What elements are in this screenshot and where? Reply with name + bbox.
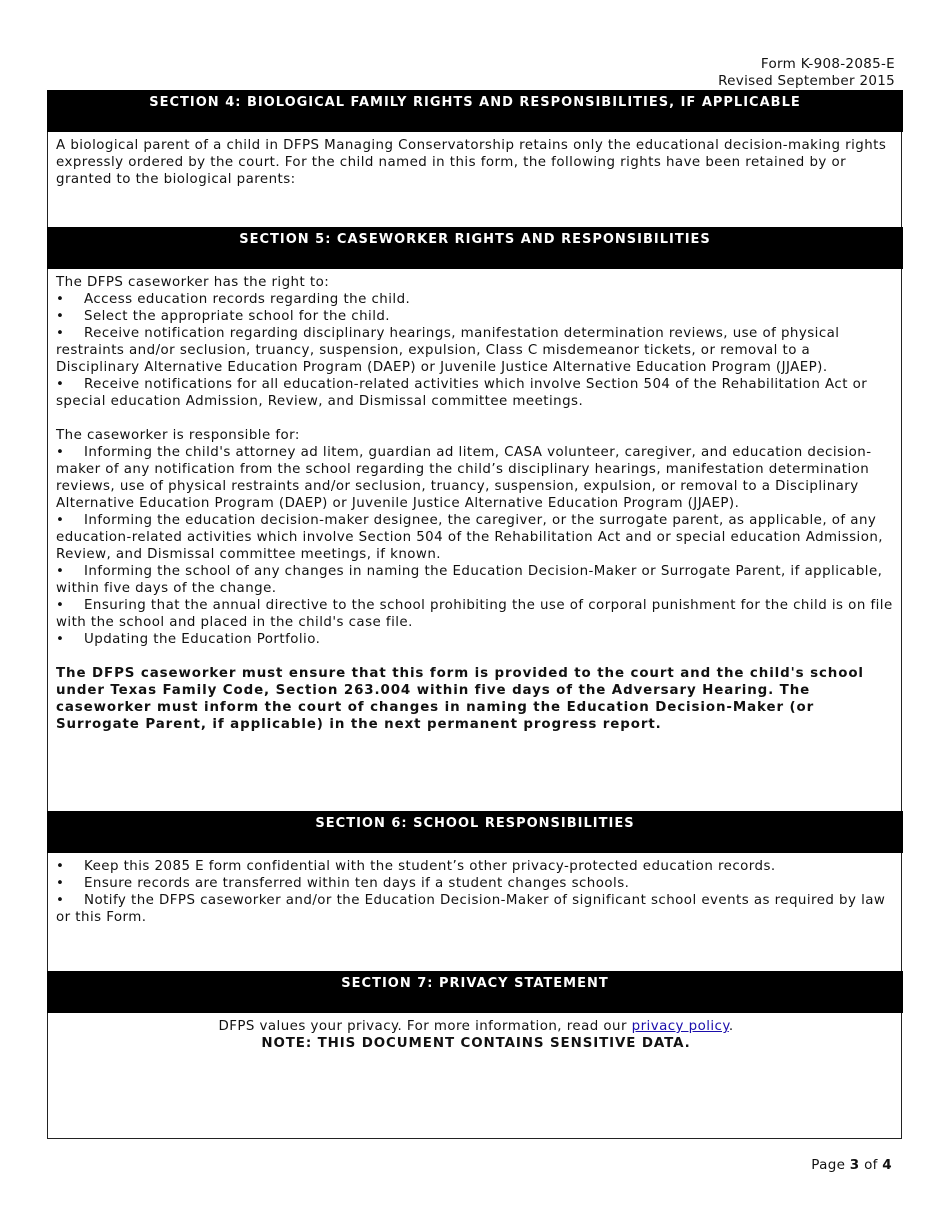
privacy-policy-link[interactable]: privacy policy — [631, 1019, 729, 1034]
section5-title: SECTION 5: CASEWORKER RIGHTS AND RESPONSIBILITIES — [239, 232, 711, 247]
section4-text: A biological parent of a child in DFPS Managing Conservatorship retains only the educational decision-making rights expressly ordered by the court. For the child named in this form, the following rights have been retained by or granted to the biological parents: — [56, 138, 887, 187]
current-page: 3 — [849, 1157, 860, 1173]
section4-title: SECTION 4: BIOLOGICAL FAMILY RIGHTS AND RESPONSIBILITIES, IF APPLICABLE — [149, 95, 801, 110]
responsibility-item: • Updating the Education Portfolio. — [56, 632, 321, 647]
bullet-icon: • — [56, 859, 65, 874]
bullet-icon: • — [56, 309, 65, 324]
section4-body — [56, 137, 896, 188]
responsibility-item: • Informing the education decision-maker designee, the caregiver, or the surrogate parent, as applicable, of any education-related activities which involve Section 504 of the Rehabilitation Act and or special education Admission, Review, and Dismissal committee meetings, if known. — [56, 513, 883, 562]
bullet-icon: • — [56, 326, 65, 341]
bullet-icon: • — [56, 893, 65, 908]
section6-title: SECTION 6: SCHOOL RESPONSIBILITIES — [315, 816, 635, 831]
spacer — [56, 648, 896, 665]
school-item: • Ensure records are transferred within ten days if a student changes schools. — [56, 876, 630, 891]
spacer — [56, 410, 896, 427]
section5-body — [56, 274, 896, 733]
rights-item: • Receive notification regarding disciplinary hearings, manifestation determination reviews, use of physical restraints and/or seclusion, truancy, suspension, expulsion, Class C misdemeanor tickets, or removal to a Disciplinary Alternative Education Program (DAEP) or Juvenile Justice Alternative Education Program (JJAEP). — [56, 326, 840, 375]
privacy-text: DFPS values your privacy. For more information, read our privacy policy. — [218, 1019, 734, 1034]
rights-intro: The DFPS caseworker has the right to: — [56, 275, 330, 290]
section4-header — [47, 90, 903, 132]
caseworker-notice: The DFPS caseworker must ensure that this form is provided to the court and the child's school under Texas Family Code, Section 263.004 within five days of the Adversary Hearing. The caseworker must inform the court of changes in naming the Education Decision-Maker (or Surrogate Parent, if applicable) in the next permanent progress report. — [56, 666, 864, 732]
responsibility-item: • Ensuring that the annual directive to the school prohibiting the use of corporal punishment for the child is on file with the school and placed in the child's case file. — [56, 598, 893, 630]
form-number: Form K-908-2085-E — [760, 56, 895, 72]
section6-header — [47, 811, 903, 853]
bullet-icon: • — [56, 598, 65, 613]
bullet-icon: • — [56, 632, 65, 647]
bullet-icon: • — [56, 292, 65, 307]
page-number: Page 3 of 4 — [811, 1157, 892, 1173]
responsibility-item: • Informing the school of any changes in naming the Education Decision-Maker or Surrogate Parent, if applicable, within five days of the change. — [56, 564, 883, 596]
responsibilities-intro: The caseworker is responsible for: — [56, 428, 300, 443]
section6-body — [56, 858, 896, 926]
section7-title: SECTION 7: PRIVACY STATEMENT — [341, 976, 609, 991]
rights-item: • Access education records regarding the child. — [56, 292, 411, 307]
rights-item: • Receive notifications for all education-related activities which involve Section 504 of the Rehabilitation Act or special education Admission, Review, and Dismissal committee meetings. — [56, 377, 868, 409]
section7-body — [56, 1018, 896, 1052]
rights-item: • Select the appropriate school for the child. — [56, 309, 391, 324]
sensitive-data-note: NOTE: THIS DOCUMENT CONTAINS SENSITIVE DATA. — [261, 1036, 691, 1051]
section5-header — [47, 227, 903, 269]
bullet-icon: • — [56, 564, 65, 579]
school-item: • Notify the DFPS caseworker and/or the Education Decision-Maker of significant school events as required by law or this Form. — [56, 893, 886, 925]
bullet-icon: • — [56, 513, 65, 528]
bullet-icon: • — [56, 876, 65, 891]
bullet-icon: • — [56, 377, 65, 392]
total-pages: 4 — [882, 1157, 892, 1173]
school-item: • Keep this 2085 E form confidential with the student’s other privacy-protected education records. — [56, 859, 776, 874]
responsibility-item: • Informing the child's attorney ad litem, guardian ad litem, CASA volunteer, caregiver, and education decision-maker of any notification from the school regarding the child’s disciplinary hearings, manifestation determination reviews, use of physical restraints and/or seclusion, truancy, suspension, expulsion, or removal to a Disciplinary Alternative Education Program (DAEP) or Juvenile Justice Alternative Education Program (JJAEP). — [56, 445, 872, 511]
form-identifier — [718, 56, 895, 90]
bullet-icon: • — [56, 445, 65, 460]
section7-header — [47, 971, 903, 1013]
form-revision-date: Revised September 2015 — [718, 73, 895, 89]
